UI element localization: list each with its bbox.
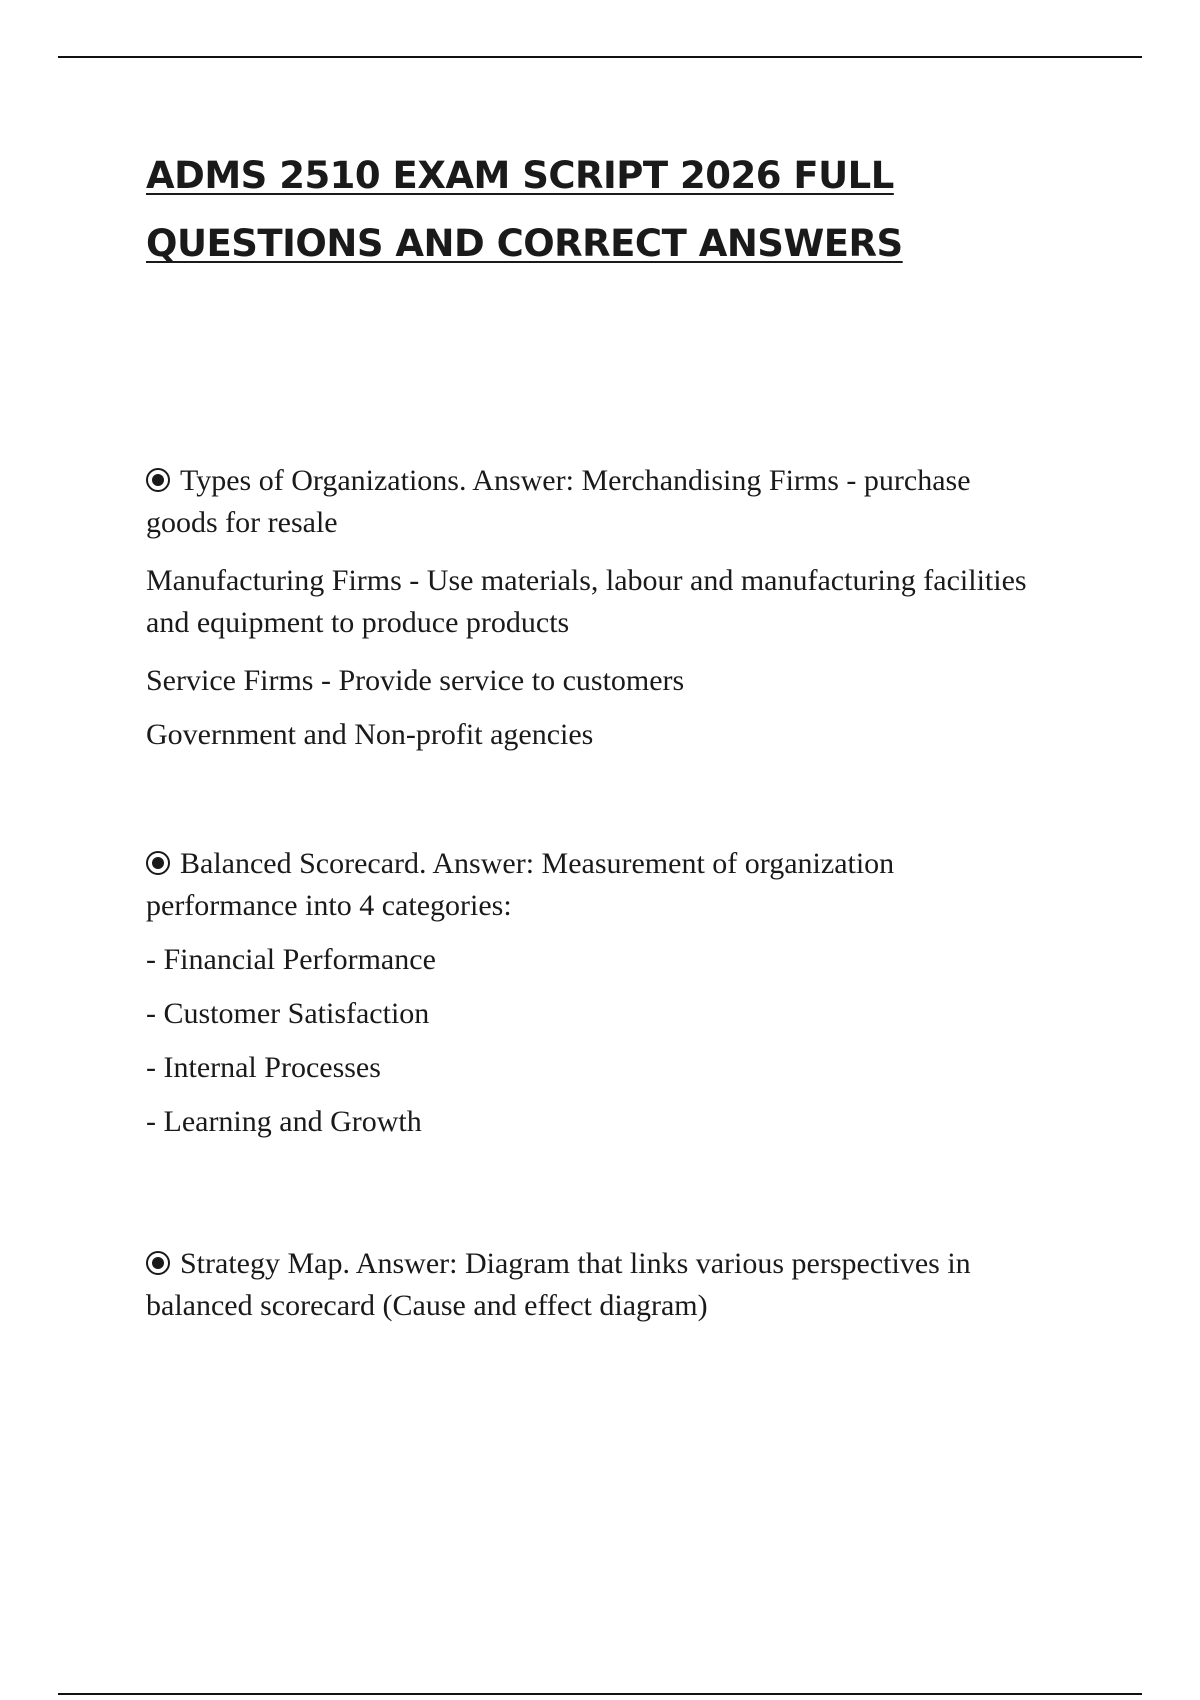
question-types-of-organizations bbox=[146, 460, 1046, 756]
answer-line: - Financial Performance bbox=[146, 943, 436, 976]
question-text: Strategy Map. Answer: Diagram that links various perspectives in balanced scorecard (Cause and effect diagram) bbox=[146, 1247, 971, 1322]
top-rule bbox=[58, 56, 1142, 58]
answer-line: - Internal Processes bbox=[146, 1051, 381, 1084]
question-lead bbox=[146, 1243, 1046, 1327]
answer-line: Government and Non-profit agencies bbox=[146, 718, 594, 751]
answer-line: Service Firms - Provide service to customers bbox=[146, 664, 685, 697]
fisheye-bullet-icon bbox=[146, 468, 170, 492]
question-lead bbox=[146, 843, 1046, 927]
question-strategy-map bbox=[146, 1243, 1046, 1327]
document-title: ADMS 2510 EXAM SCRIPT 2026 FULL QUESTIONS AND CORRECT ANSWERS bbox=[146, 154, 903, 265]
question-lead bbox=[146, 460, 1046, 544]
question-text: Types of Organizations. Answer: Merchandising Firms - purchase goods for resale bbox=[146, 464, 971, 539]
question-text: Balanced Scorecard. Answer: Measurement of organization performance into 4 categories: bbox=[146, 847, 895, 922]
fisheye-bullet-icon bbox=[146, 851, 170, 875]
fisheye-bullet-icon bbox=[146, 1251, 170, 1275]
bottom-rule bbox=[58, 1693, 1142, 1695]
answer-line: - Customer Satisfaction bbox=[146, 997, 430, 1030]
question-balanced-scorecard bbox=[146, 843, 1046, 1143]
answer-line: Manufacturing Firms - Use materials, labour and manufacturing facilities and equipment to produce products bbox=[146, 564, 1027, 639]
answer-line: - Learning and Growth bbox=[146, 1105, 422, 1138]
